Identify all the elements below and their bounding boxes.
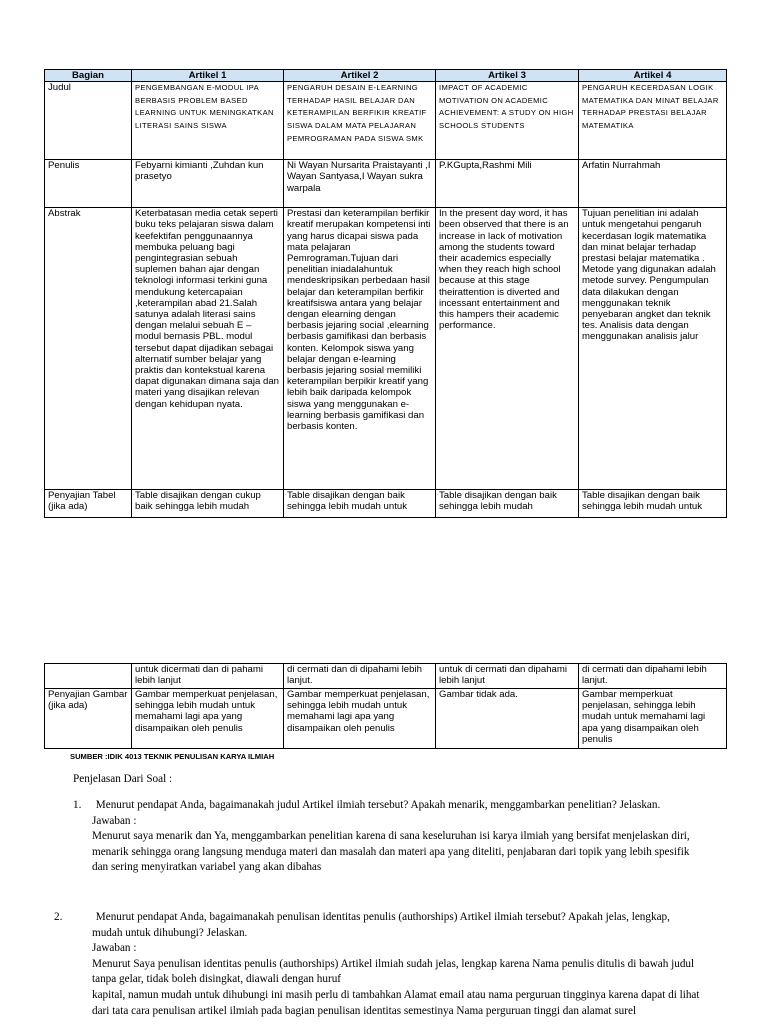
judul-artikel-4: PENGARUH KECERDASAN LOGIK MATEMATIKA DAN MINAT BELAJAR TERHADAP PRESTASI BELAJAR MATEMATIKA — [579, 82, 727, 160]
question-1-answer-label: Jawaban : — [92, 814, 137, 827]
table-header-row — [45, 70, 727, 82]
header-artikel-3: Artikel 3 — [436, 70, 579, 82]
question-2-text — [54, 910, 703, 941]
tabel-continued-artikel-4: di cermati dan dipahami lebih lanjut. — [579, 664, 727, 689]
tabel-artikel-3: Table disajikan dengan baik sehingga lebih mudah — [436, 490, 579, 518]
tabel-artikel-1: Table disajikan dengan cukup baik sehingga lebih mudah — [132, 490, 284, 518]
gambar-artikel-2: Gambar memperkuat penjelasan, sehingga lebih mudah untuk memahami lagi apa yang disampaikan oleh penulis — [284, 689, 436, 749]
header-artikel-1: Artikel 1 — [132, 70, 284, 82]
question-1-prompt: Menurut pendapat Anda, bagaimanakah judul Artikel ilmiah tersebut? Apakah menarik, menggambarkan penelitian? Jelaskan. — [95, 799, 661, 811]
row-label-penulis: Penulis — [45, 160, 132, 208]
source-note: SUMBER :IDIK 4013 TEKNIK PENULISAN KARYA ILMIAH — [70, 752, 275, 761]
question-1 — [73, 798, 703, 876]
row-label-judul: Judul — [45, 82, 132, 160]
judul-artikel-1: PENGEMBANGAN E-MODUL IPA BERBASIS PROBLEM BASED LEARNING UNTUK MENINGKATKAN LITERASI SAINS SISWA — [132, 82, 284, 160]
question-1-text — [73, 798, 703, 814]
judul-artikel-3: IMPACT OF ACADEMIC MOTIVATION ON ACADEMIC ACHIEVEMENT: A STUDY ON HIGH SCHOOLS STUDENTS — [436, 82, 579, 160]
question-2-number: 2. — [54, 911, 63, 923]
judul-artikel-2: PENGARUH DESAIN E-LEARNING TERHADAP HASIL BELAJAR DAN KETERAMPILAN BERFIKIR KREATIF SISWA DALAM MATA PELAJARAN PEMROGRAMAN PADA SISWA SMK — [284, 82, 436, 160]
question-2-answer-line-1: Menurut Saya penulisan identitas penulis (authorships) Artikel ilmiah sudah jelas, lengkap karena Nama penulis ditulis di bawah judul tanpa gelar, tidak boleh disingkat, diawali dengan huruf — [92, 957, 695, 986]
penulis-artikel-2: Ni Wayan Nursarita Praistayanti ,I Wayan Santyasa,I Wayan sukra warpala — [284, 160, 436, 208]
table-row-tabel-continued — [45, 664, 727, 689]
abstrak-artikel-1: Keterbatasan media cetak seperti buku teks pelajaran siswa dalam keefektifan penggunaannya membuka peluang bagi pengintegrasian sebuah suplemen bahan ajar dengan teknologi informasi terkini guna mendukung ketercapaian ,keterampilan abad 21.Salah satunya adalah literasi sains dengan melalui sebuah E – modul bernasis PBL. modul tersebut dapat dijadikan sebagai alternatif sumber belajar yang praktis dan kontekstual karena dapat digunakan dimana saja dan materi yang disajikan relevan dengan kehidupan nyata. — [132, 208, 284, 490]
abstrak-artikel-2: Prestasi dan keterampilan berfikir kreatif merupakan kompetensi inti yang harus dicapai siswa pada mata pelajaran Pemrograman.Tujuan dari penelitian iniadalahuntuk mendeskripsikan perbedaan hasil belajar dan keterampilan berfikir kreatifsiswa antara yang belajar dengan elearning dengan berbasis jejaring social ,elearning berbasis gamifikasi dan berbasis konten. Kelompok siswa yang belajar dengan e-learning berbasis jejaring sosial memiliki keterampilan berpikir kreatif yang lebih baik daripada kelompok siswa yang menggunakan e-learning berbasis gamifikasi dan berbasis konten. — [284, 208, 436, 490]
question-1-answer: Menurut saya menarik dan Ya, menggambarkan penelitian karena di sana keseluruhan isi karya ilmiah yang bersifat menjelaskan diri, menarik sehingga orang langsung menduga materi dan masalah dan materi apa yang diteliti, penjabaran dari topik yang lebih spesifik dan sering menyiratkan variabel yang akan dibahas — [92, 830, 690, 874]
tabel-artikel-4: Table disajikan dengan baik sehingga lebih mudah untuk — [579, 490, 727, 518]
explanation-title: Penjelasan Dari Soal : — [73, 773, 173, 785]
tabel-continued-artikel-2: di cermati dan di dipahami lebih lanjut. — [284, 664, 436, 689]
tabel-artikel-2: Table disajikan dengan baik sehingga lebih mudah untuk — [284, 490, 436, 518]
penulis-artikel-4: Arfatin Nurrahmah — [579, 160, 727, 208]
table-row-tabel — [45, 490, 727, 518]
abstrak-artikel-3: In the present day word, it has been observed that there is an increase in lack of motivation among the students toward their academics especially when they reach high school because at this stage theirattention is diverted and incessant entertainment and this hampers their academic performance. — [436, 208, 579, 490]
gambar-artikel-1: Gambar memperkuat penjelasan, sehingga lebih mudah untuk memahami lagi apa yang disampaikan oleh penulis — [132, 689, 284, 749]
tabel-continued-artikel-1: untuk dicermati dan di pahami lebih lanjut — [132, 664, 284, 689]
question-1-number: 1. — [73, 799, 82, 811]
gambar-artikel-3: Gambar tidak ada. — [436, 689, 579, 749]
row-label-abstrak: Abstrak — [45, 208, 132, 490]
penulis-artikel-1: Febyarni kimianti ,Zuhdan kun prasetyo — [132, 160, 284, 208]
question-2-answer-line-2: kapital, namun mudah untuk dihubungi ini masih perlu di tambahkan Alamat email atau nama perguruan tingginya karena dapat di lihat dari tata cara penulisan artikel ilmiah pada bagian penulisan identitas semestinya Nama perguruan tinggi dan alamat surel — [92, 988, 700, 1017]
row-label-tabel: Penyajian Tabel (jika ada) — [45, 490, 132, 518]
row-label-tabel-continued — [45, 664, 132, 689]
table-row-abstrak — [45, 208, 727, 490]
table-row-gambar — [45, 689, 727, 749]
question-2-prompt: Menurut pendapat Anda, bagaimanakah penulisan identitas penulis (authorships) Artikel ilmiah tersebut? Apakah jelas, lengkap, mudah untuk dihubungi? Jelaskan. — [92, 911, 670, 939]
comparison-table-continued — [44, 663, 727, 749]
abstrak-artikel-4: Tujuan penelitian ini adalah untuk mengetahui pengaruh kecerdasan logik matematika dan minat belajar terhadap prestasi belajar matematika . Metode yang digunakan adalah metode survey. Pengumpulan data dilakukan dengan menggunakan teknik penyebaran angket dan teknik tes. Analisis data dengan menggunakan analisis jalur — [579, 208, 727, 490]
question-2-answer-label: Jawaban : — [92, 942, 137, 955]
table-row-judul — [45, 82, 727, 160]
gambar-artikel-4: Gambar memperkuat penjelasan, sehingga lebih mudah untuk memahami lagi apa yang disampaikan oleh penulis — [579, 689, 727, 749]
header-bagian: Bagian — [45, 70, 132, 82]
table-row-penulis — [45, 160, 727, 208]
tabel-continued-artikel-3: untuk di cermati dan dipahami lebih lanjut — [436, 664, 579, 689]
header-artikel-2: Artikel 2 — [284, 70, 436, 82]
penulis-artikel-3: P.KGupta,Rashmi Mili — [436, 160, 579, 208]
header-artikel-4: Artikel 4 — [579, 70, 727, 82]
comparison-table — [44, 69, 727, 518]
row-label-gambar: Penyajian Gambar (jika ada) — [45, 689, 132, 749]
question-2 — [54, 910, 703, 1019]
